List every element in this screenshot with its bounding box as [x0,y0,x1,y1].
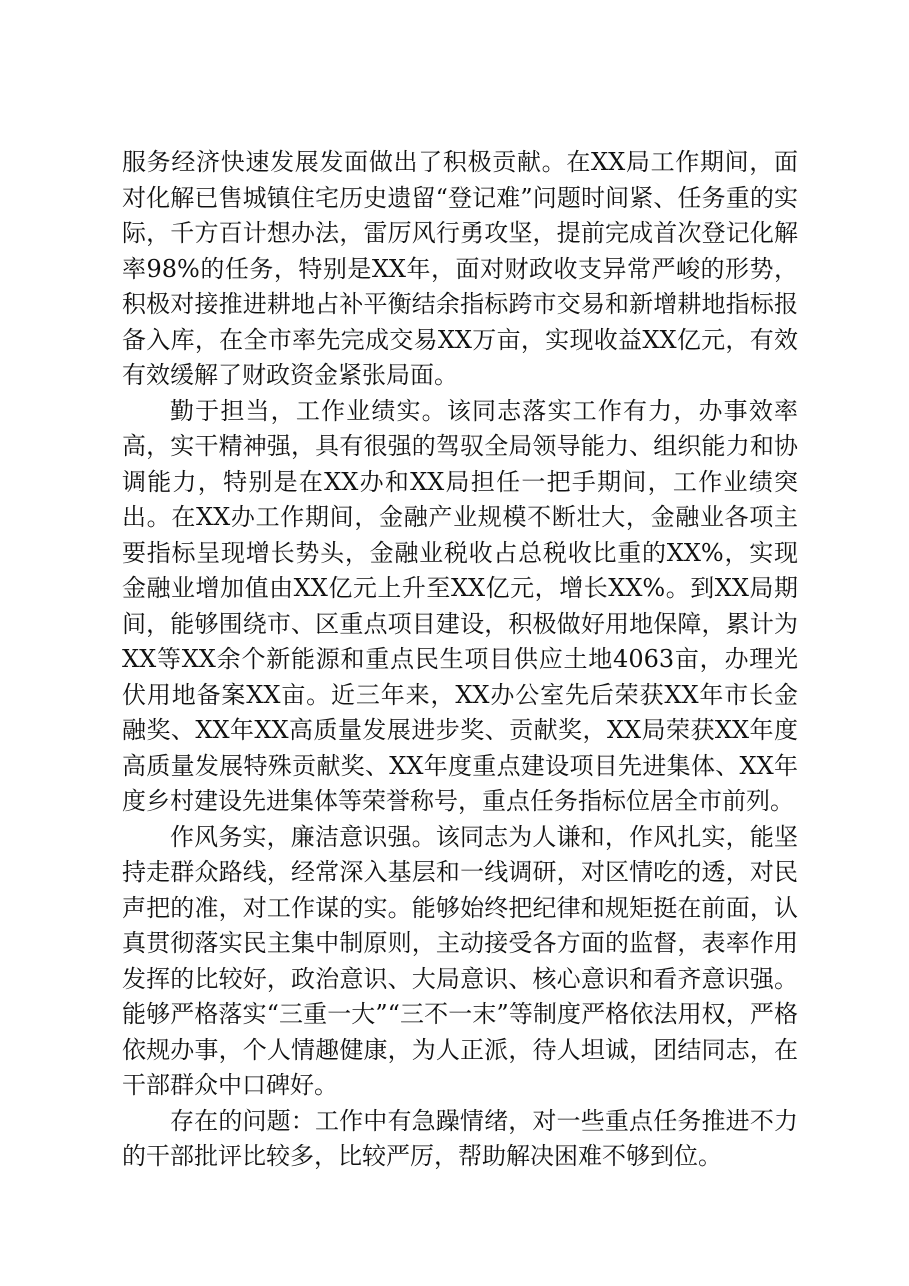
paragraph-work-performance: 勤于担当，工作业绩实。该同志落实工作有力，办事效率高，实干精神强，具有很强的驾驭全局领导能力、组织能力和协调能力，特别是在XX办和XX局担任一把手期间，工作业绩突出。在XX办工作期间，金融产业规模不断壮大，金融业各项主要指标呈现增长势头，金融业税收占总税收比重的XX%，实现金融业增加值由XX亿元上升至XX亿元，增长XX%。到XX局期间，能够围绕市、区重点项目建设，积极做好用地保障，累计为XX等XX余个新能源和重点民生项目供应土地4063亩，办理光伏用地备案XX亩。近三年来，XX办公室先后荣获XX年市长金融奖、XX年XX高质量发展进步奖、贡献奖，XX局荣获XX年度高质量发展特殊贡献奖、XX年度重点建设项目先进集体、XX年度乡村建设先进集体等荣誉称号，重点任务指标位居全市前列。 [122,396,798,815]
paragraph-existing-problems: 存在的问题：工作中有急躁情绪，对一些重点任务推进不力的干部批评比较多，比较严厉，帮助解决困难不够到位。 [122,1106,798,1170]
paragraph-continuation: 服务经济快速发展发面做出了积极贡献。在XX局工作期间，面对化解已售城镇住宅历史遗留“登记难”问题时间紧、任务重的实际，千方百计想办法，雷厉风行勇攻坚，提前完成首次登记化解率98%的任务，特别是XX年，面对财政收支异常严峻的形势，积极对接推进耕地占补平衡结余指标跨市交易和新增耕地指标报备入库，在全市率先完成交易XX万亩，实现收益XX亿元，有效有效缓解了财政资金紧张局面。 [122,148,798,389]
document-body [122,145,798,1175]
paragraph-work-style: 作风务实，廉洁意识强。该同志为人谦和，作风扎实，能坚持走群众路线，经常深入基层和一线调研，对区情吃的透，对民声把的准，对工作谋的实。能够始终把纪律和规矩挺在前面，认真贯彻落实民主集中制原则，主动接受各方面的监督，表率作用发挥的比较好，政治意识、大局意识、核心意识和看齐意识强。能够严格落实“三重一大”“三不一末”等制度严格依法用权，严格依规办事，个人情趣健康，为人正派，待人坦诚，团结同志，在干部群众中口碑好。 [122,822,798,1099]
